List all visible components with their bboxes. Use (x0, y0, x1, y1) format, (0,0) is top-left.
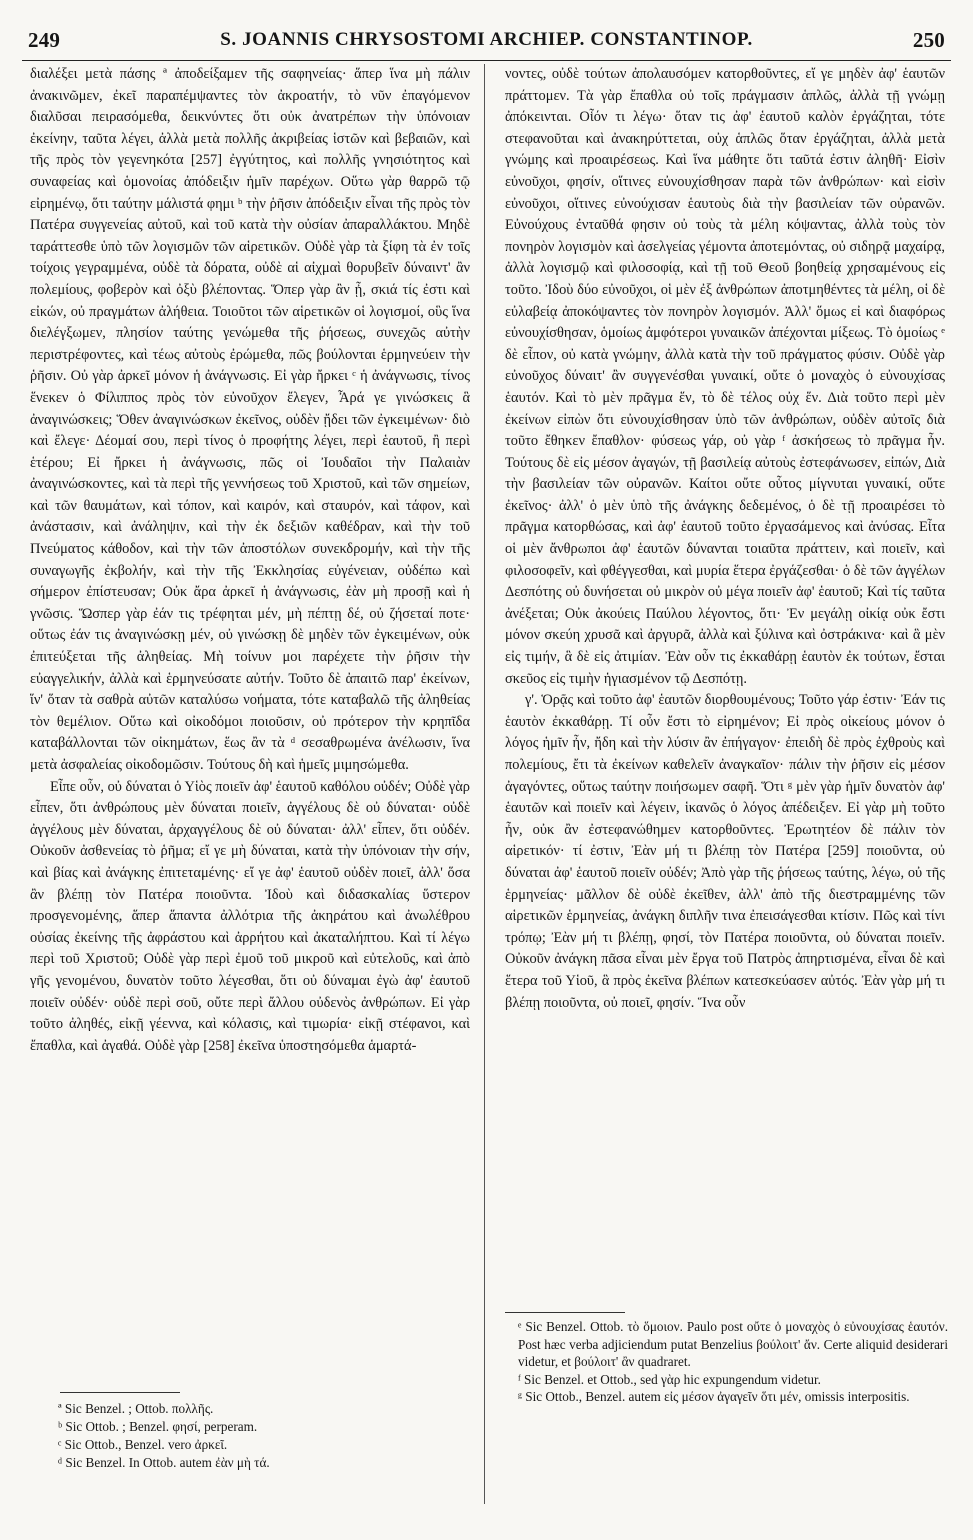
footnotes-left (58, 1400, 468, 1472)
running-header (28, 24, 945, 56)
footnote: ᶜ Sic Ottob., Benzel. vero ἀρκεῖ. (58, 1437, 228, 1452)
footnote-rule-left (60, 1392, 180, 1393)
footnote: ᵈ Sic Benzel. In Ottob. autem ἐὰν μὴ τά. (58, 1455, 270, 1470)
footnote-rule-right (505, 1312, 625, 1313)
footnote: ᵉ Sic Benzel. Ottob. τὸ ὅμοιον. Paulo post οὔτε ὁ μοναχὸς ὁ εὐνουχίσας ἑαυτόν. Post hæc verba adjiciendum putat Benzelius βούλοιτ' ἄν. Certe aliquid desiderari videtur, et βούλοιτ' ἂν quadraret. (518, 1319, 948, 1369)
footnote: ª Sic Benzel. ; Ottob. πολλῆς. (58, 1401, 214, 1416)
footnote: ᵍ Sic Ottob., Benzel. autem εἰς μέσον ἀγαγεῖν ὅτι μέν, omissis interpositis. (518, 1389, 910, 1404)
header-rule (22, 60, 951, 61)
paragraph: Εἶπε οὖν, οὐ δύναται ὁ Υἱὸς ποιεῖν ἀφ' ἑαυτοῦ καθόλου οὐδέν; Οὐδὲ γὰρ εἶπεν, ὅτι ἀνθρώπους μὲν δύναται ποιεῖν, ἀγγέλους δὲ οὐ δύναται· οὐδὲ ἀγγέλους μὲν δύναται, ἀρχαγγέλους δὲ οὐ δύναται· ἀλλ' εἶπεν, ὅτι οὐδέν. Οὐκοῦν ἀσθενείας τὸ ῥῆμα; εἴ γε μὴ δύναται, κατὰ τὴν ὑπόνοιαν τὴν σήν, καὶ βίας καὶ ἀνάγκης ἐπιτεταμένης· εἴ γε ἀφ' ἑαυτοῦ οὐδὲν ποιεῖ, ἀλλ' ὅσα ἂν βλέπῃ τὸν Πατέρα ποιοῦντα. Ἰδοὺ καὶ διδασκαλίας ὕστερον προσγενομένης, ἅπερ ἅπαντα ἀλλότρια τῆς ἀκηράτου καὶ ἀνωλέθρου οὐσίας ἐκείνης τῆς ἀφράστου καὶ ἀρρήτου καὶ ἀκαταλήπτου. Καὶ τί λέγω περὶ τοῦ Χριστοῦ; Οὐδὲ γὰρ περὶ ἐμοῦ τοῦ μικροῦ καὶ εὐτελοῦς, καὶ ἀπὸ γῆς γενομένου, δυνατὸν τοῦτο λέγεσθαι, ὅτι οὐ δύναμαι ἐγὼ ἀφ' ἑαυτοῦ ποιεῖν οὐδέν· οὐδὲ περὶ σοῦ, οὔτε περὶ ἄλλου οὐδενὸς ἀνθρώπων. Εἰ γὰρ τοῦτο ἀληθές, εἰκῇ γέεννα, καὶ κόλασις, καὶ τιμωρία· εἰκῇ στέφανοι, καὶ ἔπαθλα, καὶ ἀγαθά. Οὐδὲ γὰρ [258] ἐκεῖνα ὑποστησόμεθα ἁμαρτά- (30, 778, 470, 1054)
running-title: S. JOANNIS CHRYSOSTOMI ARCHIEP. CONSTANTINOP. (220, 29, 753, 50)
left-page-number: 249 (28, 27, 61, 52)
paragraph: νοντες, οὐδὲ τούτων ἀπολαυσόμεν κατορθοῦντες, εἴ γε μηδὲν ἀφ' ἑαυτῶν πράττομεν. Τὰ γὰρ ἔπαθλα οὐ τοῖς πράγμασιν ἁπλῶς, ἀλλὰ τῇ γνώμῃ ἀπόκεινται. Οἷόν τι λέγω· ὅταν τις ἀφ' ἑαυτοῦ καλὸν ἐργάζηται, τότε στεφανοῦται καὶ ἀνακηρύττεται, οὐχ ἁπλῶς ὅταν ἐργάζηται, ἀλλὰ μετὰ γνώμης καὶ προαιρέσεως. Καὶ ἵνα μάθητε ὅτι ταῦτά ἐστιν ἀληθῆ· Εἰσὶν εὐνοῦχοι, φησίν, οἵτινες εὐνουχίσθησαν παρὰ τῶν ἀνθρώπων· καὶ εἰσὶν εὐνοῦχοι, οἵτινες εὐνούχισαν ἑαυτοὺς διὰ τὴν βασιλείαν τῶν οὐρανῶν. Εὐνούχους ἐνταῦθά φησιν οὐ τοὺς τὰ μέλη κόψαντας, ἀλλὰ τοὺς τὸν πονηρὸν λογισμὸν καὶ ἀσελγείας γέμοντα ἀποτεμόντας, οὐ σιδηρᾷ μαχαίρᾳ, ἀλλὰ λογισμῷ καὶ φιλοσοφίᾳ, καὶ τῇ τοῦ Θεοῦ βοηθείᾳ χρησαμένους εἰς τοῦτο. Ἰδοὺ δύο εὐνοῦχοι, οἱ μὲν ἐξ ἀνθρώπων ἀποτμηθέντες τὰ μέλη, οἱ δὲ εὐλαβείᾳ ἀποκόψαντες τὸν πονηρὸν λογισμόν. Ἀλλ' ὅμως εἰ καὶ διαφόρως εὐνουχίσθησαν, ὁμοίως ἀμφότεροι γυναικῶν ἀπέχονται μίξεως. Τὸ ὁμοίως ᵉ δὲ εἶπον, οὐ κατὰ γνώμην, ἀλλὰ κατὰ τὴν τοῦ πράγματος φύσιν. Οὐδὲ γὰρ εὐνοῦχος δύναιτ' ἂν συγγενέσθαι γυναικί, οὔτε ὁ μοναχὸς ὁ εὐνουχίσας ἑαυτόν. Καὶ τὸ μὲν πρᾶγμα ἕν, τὸ δὲ τέλος οὐχ ἕν. Διὰ τοῦτο περὶ μὲν ἐκείνων εἰπὼν ὅτι εὐνουχίσθησαν ὑπὸ τῶν ἀνθρώπων, οὐδὲν αὐτοῖς διὰ τοῦτο ἔθηκεν ἔπαθλον· φύσεως γάρ, οὐ γὰρ ᶠ ἀσκήσεως τὸ πρᾶγμα ἦν. Τούτους δὲ εἰς μέσον ἀγαγών, τῇ βασιλείᾳ αὐτοὺς ἐστεφάνωσεν, εἰπών, Διὰ τὴν βασιλείαν τῶν οὐρανῶν. Καίτοι οὔτε οὗτος μίγνυται γυναικί, οὔτε ἐκεῖνος· ἀλλ' ὁ μὲν ὑπὸ τῆς ἀνάγκης δεδεμένος, ὁ δὲ τῇ προαιρέσει τὸ πρᾶγμα κατορθώσας, καὶ ἀφ' ἑαυτοῦ τοῦτο ἐργασάμενος καὶ ἀνύσας. Εἶτα οἱ μὲν ἄνθρωποι ἀφ' ἑαυτῶν δύνανται τοιαῦτα πράττειν, καὶ ποιεῖν, καὶ φιλοσοφεῖν, καὶ φθέγγεσθαι, καὶ μυρία ἕτερα ἐργάζεσθαι· ὁ δὲ τῶν ἀγγέλων Δεσπότης οὐ δυνήσεται οὐ μικρὸν οὐ μέγα ποιεῖν ἀφ' ἑαυτοῦ; Καὶ τίς ταῦτα ἀνέξεται; Οὐκ ἀκούεις Παύλου λέγοντος, ὅτι· Ἐν μεγάλῃ οἰκίᾳ οὐκ ἔστι μόνον σκεύη χρυσᾶ καὶ ἀργυρᾶ, ἀλλὰ καὶ ξύλινα καὶ ὀστράκινα· καὶ ἃ μὲν εἰς τιμήν, ἃ δὲ εἰς ἀτιμίαν. Ἐὰν οὖν τις ἐκκαθάρῃ ἑαυτὸν ἐκ τούτων, ἔσται σκεῦος εἰς τιμὴν ἡγιασμένον τῷ Δεσπότῃ. (505, 66, 945, 687)
right-page-number: 250 (912, 27, 945, 52)
footnotes-right (518, 1318, 948, 1406)
left-column (30, 64, 470, 1422)
paragraph: γ'. Ὁρᾷς καὶ τοῦτο ἀφ' ἑαυτῶν διορθουμένους; Τοῦτο γάρ ἐστιν· Ἐάν τις ἑαυτὸν ἐκκαθάρῃ. Τί οὖν ἔστι τὸ εἰρημένον; Εἰ πρὸς οἰκείους μόνον ὁ λόγος ἡμῖν ἦν, ἤδη καὶ τὴν λύσιν ἂν ἐπήγαγον· ἐπειδὴ δὲ πρὸς ἐχθροὺς καὶ πολεμίους, ἔτι τὰ ἐκείνων καθελεῖν ἀναγκαῖον· πάλιν τὴν ῥῆσιν εἰς μέσον ἀγαγόντες, οὕτως ταύτην ποιήσωμεν σαφῆ. Ὅτι ᵍ μὲν γὰρ ἡμῖν δυνατὸν ἀφ' ἑαυτῶν καὶ ποιεῖν καὶ λέγειν, ἱκανῶς ὁ λόγος ἀπέδειξεν. Εἰ γὰρ μὴ τοῦτο ἦν, οὐκ ἂν ἐστεφανώθημεν κατορθοῦντες. Ἐρωτητέον δὲ πάλιν τὸν αἱρετικόν· τί ἐστιν, Ἐὰν μή τι βλέπῃ τὸν Πατέρα [259] ποιοῦντα, οὐ δύναται ἀφ' ἑαυτοῦ ποιεῖν οὐδέν; Ἀπὸ γὰρ τῆς ῥήσεως ταύτης, λέγω, οὐ τῆς ἑρμηνείας· μᾶλλον δὲ οὐδὲ ἐκεῖθεν, ἀλλ' ἀπὸ τῆς διεστραμμένης τῶν αἱρετικῶν ἑρμηνείας, ἀνάγκη διπλῆν τινα ἐπεισάγεσθαι κτίσιν. Πῶς καὶ τίνι τρόπῳ; Ἐὰν μή τι βλέπῃ, φησί, τὸν Πατέρα ποιοῦντα, οὐ δύναται ποιεῖν. Οὐκοῦν ἀνάγκη πᾶσα εἶναι μὲν ἔργα τοῦ Πατρὸς ἀπηρτισμένα, εἶναι δὲ καὶ ἕτερα τοῦ Υἱοῦ, ἃ πρὸς ἐκεῖνα βλέπων κατεσκεύασεν αὐτός. Ἐὰν γὰρ μή τι βλέπῃ ποιοῦντα, οὐ ποιεῖ, φησίν. Ἵνα οὖν (505, 692, 945, 1011)
column-divider (484, 64, 485, 1504)
footnote: ᶠ Sic Benzel. et Ottob., sed γὰρ hic expungendum videtur. (518, 1371, 821, 1387)
footnote: ᵇ Sic Ottob. ; Benzel. φησί, perperam. (58, 1419, 258, 1434)
paragraph: διαλέξει μετὰ πάσης ª ἀποδείξαμεν τῆς σαφηνείας· ἅπερ ἵνα μὴ πάλιν ἀνακινῶμεν, ἐκεῖ παραπέμψαντες τὸν ἀκροατήν, τὸ νῦν ἐπαγόμενον διαλῦσαι πειρασόμεθα, δεικνύντες ὅτι οὐκ ἀνατρέπων τὴν ὑπόνοιαν ἐκείνην, ταῦτα λέγει, ἀλλὰ μετὰ πολλῆς ἀκριβείας ἱστῶν καὶ βεβαιῶν, καὶ τῆς πρὸς τὸν γεγενηκότα [257] ἐγγύτητος, καὶ πολλῆς γνησιότητος καὶ συναφείας καὶ ὁμονοίας ἀπόδειξιν ἡμῖν παρέχων. Οὕτω γὰρ θαρρῶ τῷ εἰρημένῳ, ὅτι ταύτην μάλιστά φημι ᵇ τὴν ῥῆσιν ἀπόδειξιν εἶναι τῆς πρὸς τὸν Πατέρα συγγενείας αὐτοῦ, καὶ τοῦ κατὰ τὴν οὐσίαν ἀπαραλλάκτου. Μηδὲ ταράττεσθε ὑπὸ τῶν λογισμῶν τῶν αἱρετικῶν. Οὐδὲ γὰρ τὰ ξίφη τὰ ἐν τοῖς τοίχοις γεγραμμένα, οὐδὲ τὰ δόρατα, οὐδὲ αἱ αἰχμαὶ θορυβεῖν δύναιντ' ἂν πολεμίους, φοβερὸν καὶ ὀξὺ βλέποντας. Ὅπερ γὰρ ἂν ᾖ, σκιά τίς ἐστι καὶ εἰκών, οὐ πραγμάτων ἀλήθεια. Τοιοῦτοι τῶν αἱρετικῶν οἱ λογισμοί, οὓς ἵνα διελέγξωμεν, πλησίον ταύτης γενώμεθα τῆς ῥήσεως, συνεχῶς αὐτὴν περιστρέφοντες, καὶ τέως αὐτοὺς ἐρώμεθα, πῶς βούλονται ἑρμηνεύειν τὴν ῥῆσιν. Οὐ γὰρ ἀρκεῖ μόνον ἡ ἀνάγνωσις. Εἰ γὰρ ἤρκει ᶜ ἡ ἀνάγνωσις, τίνος ἕνεκεν ὁ Φίλιππος πρὸς τὸν εὐνοῦχον ἔλεγεν, Ἆρά γε γινώσκεις ἃ ἀναγινώσκεις; Ὅθεν ἀναγινώσκων ἐκεῖνος, οὐδὲν ᾔδει τῶν ἐγκειμένων· διὸ καὶ ἔλεγε· Δέομαί σου, περὶ τίνος ὁ προφήτης λέγει, περὶ ἑαυτοῦ, ἢ περὶ ἑτέρου; Εἰ ἤρκει ἡ ἀνάγνωσις, πῶς οἱ Ἰουδαῖοι τὴν Παλαιὰν ἀναγινώσκοντες, καὶ τὰ περὶ τῆς γεννήσεως τοῦ Χριστοῦ, καὶ τῶν σημείων, καὶ τῶν θαυμάτων, καὶ τόπον, καὶ καιρόν, καὶ σταυρόν, καὶ τάφον, καὶ ἀνάστασιν, καὶ ἀνάληψιν, καὶ τὴν ἐκ δεξιῶν καθέδραν, καὶ τὴν τοῦ Πνεύματος κάθοδον, καὶ τὴν τῶν ἀποστόλων συνεκδρομήν, καὶ τὴν τῆς συναγωγῆς ἐκβολήν, καὶ τὴν τῆς Ἐκκλησίας εὐγένειαν, οὐδέπω καὶ σήμερον ἐπίστευσαν; Οὐκ ἄρα ἀρκεῖ ἡ ἀνάγνωσις, ἐὰν μὴ προσῇ καὶ ἡ γνῶσις. Ὥσπερ γὰρ ἐάν τις τρέφηται μέν, μὴ πέπτῃ δέ, οὐ ζήσεταί ποτε· οὕτως ἐάν τις ἀναγινώσκῃ μέν, οὐ γινώσκῃ δὲ μηδὲν τῶν ἐγκειμένων, οὐκ ἐπιτεύξεται τῆς ἀληθείας. Μὴ τοίνυν μοι παρέχετε τὴν ῥῆσιν τὴν εὐαγγελικήν, ἀλλὰ καὶ ἑρμηνεύσατε αὐτήν. Τοῦτο δὲ ἀπαιτῶ παρ' ἐκείνων, ἵν' ὅταν τὰ σαθρὰ αὐτῶν καταλύσω νοήματα, τότε καταβαλῶ τῆς ἀληθείας τὸν θεμέλιον. Οὕτω καὶ οἰκοδόμοι ποιοῦσιν, οὐ πρότερον τὴν κρηπῖδα καταβάλλονται τῶν οἰκημάτων, ἕως ἂν τὰ ᵈ σεσαθρωμένα ἀνέλωσιν, ἵνα μετὰ ἀσφαλείας οἰκοδομῶσιν. Τούτους δὴ καὶ ἡμεῖς μιμησώμεθα. (30, 66, 470, 773)
